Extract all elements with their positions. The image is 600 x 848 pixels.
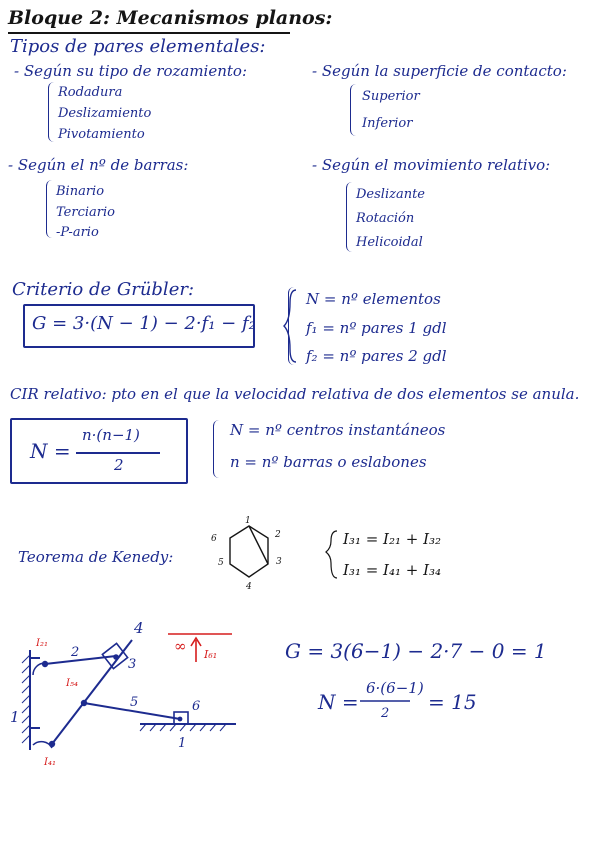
cir-def-2: n = nº barras o eslabones	[230, 453, 427, 471]
mech-label-4: 4	[134, 619, 144, 637]
friction-item-1: Rodadura	[58, 85, 123, 100]
red-label-i21: I₂₁	[36, 638, 48, 649]
kennedy-brace	[326, 531, 337, 578]
result-grubler: G = 3(6−1) − 2·7 − 0 = 1	[285, 639, 547, 663]
bars-label: - Según el nº de barras:	[8, 156, 189, 174]
hex-label-5: 5	[218, 558, 224, 568]
hex-label-3: 3	[276, 557, 282, 567]
hex-label-2: 2	[275, 530, 281, 540]
pairs-heading: Tipos de pares elementales:	[10, 36, 266, 57]
cir-def-1: N = nº centros instantáneos	[230, 421, 446, 439]
friction-label: - Según su tipo de rozamiento:	[14, 62, 247, 80]
mech-label-1-wall: 1	[10, 708, 20, 726]
mech-label-1-ground: 1	[178, 736, 187, 751]
hex-label-1: 1	[245, 516, 251, 526]
surface-label: - Según la superficie de contacto:	[312, 62, 567, 80]
mech-label-6: 6	[192, 699, 201, 714]
result-n-rhs: = 15	[428, 690, 477, 714]
red-infinity: ∞	[174, 637, 187, 655]
grubler-def-2: f₁ = nº pares 1 gdl	[306, 319, 447, 337]
cir-formula-lhs: N =	[30, 439, 71, 463]
cir-formula-den: 2	[114, 456, 124, 474]
cir-formula-num: n·(n−1)	[82, 426, 140, 444]
red-label-i61: I₆₁	[204, 648, 218, 661]
surface-item-2: Inferior	[362, 116, 413, 131]
kennedy-heading: Teorema de Kenedy:	[18, 548, 174, 566]
motion-label: - Según el movimiento relativo:	[312, 156, 551, 174]
friction-item-2: Deslizamiento	[58, 106, 152, 121]
grubler-formula: G = 3·(N − 1) − 2·f₁ − f₂	[32, 313, 256, 334]
red-label-i54: I₅₄	[66, 678, 78, 689]
mech-label-3: 3	[128, 657, 137, 672]
friction-item-3: Pivotamiento	[58, 127, 145, 142]
grubler-def-1: N = nº elementos	[306, 290, 441, 308]
hex-label-6: 6	[211, 534, 217, 544]
grubler-heading: Criterio de Grübler:	[12, 279, 195, 300]
bars-item-3: -P-ario	[56, 225, 99, 240]
result-n-den: 2	[381, 706, 390, 721]
motion-item-1: Deslizante	[356, 187, 425, 202]
mech-label-2: 2	[71, 645, 80, 660]
motion-item-2: Rotación	[356, 211, 415, 226]
grubler-def-3: f₂ = nº pares 2 gdl	[306, 347, 447, 365]
page-title: Bloque 2: Mecanismos planos:	[8, 7, 333, 29]
motion-item-3: Helicoidal	[356, 235, 423, 250]
kennedy-eq-1: I₃₁ = I₂₁ + I₃₂	[343, 530, 442, 548]
cir-definition: CIR relativo: pto en el que la velocidad relativa de dos elementos se anula.	[10, 385, 580, 403]
red-label-i41: I₄₁	[44, 757, 56, 768]
kennedy-eq-2: I₃₁ = I₄₁ + I₃₄	[343, 561, 442, 579]
surface-item-1: Superior	[362, 89, 420, 104]
hex-label-4: 4	[246, 582, 252, 592]
mech-label-5: 5	[130, 695, 139, 710]
bars-item-2: Terciario	[56, 205, 115, 220]
result-n-lhs: N =	[318, 690, 359, 714]
result-n-num: 6·(6−1)	[366, 679, 424, 697]
link-4	[52, 640, 132, 744]
grubler-curly	[284, 290, 296, 362]
bars-item-1: Binario	[56, 184, 105, 199]
